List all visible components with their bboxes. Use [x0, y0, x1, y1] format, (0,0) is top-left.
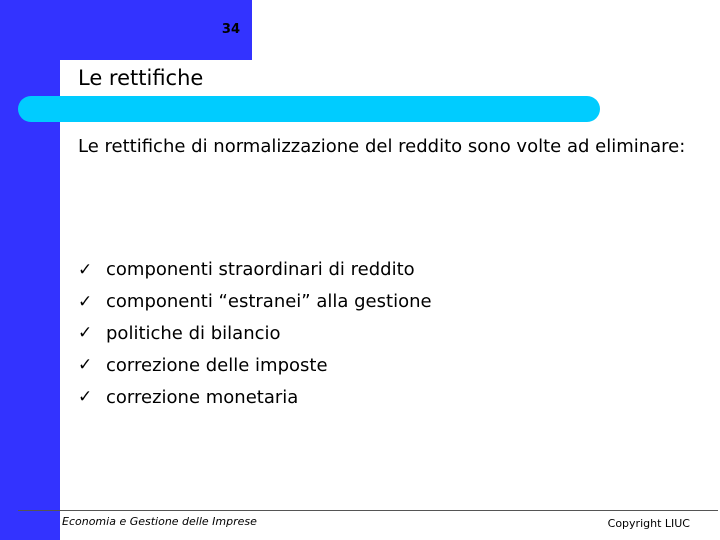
slide-title: Le rettifiche	[78, 66, 204, 90]
bullet-text: componenti straordinari di reddito	[106, 259, 415, 281]
slide-number: 34	[221, 22, 240, 37]
checkmark-icon: ✓	[78, 387, 93, 408]
checkmark-icon: ✓	[78, 323, 93, 344]
bullet-list	[78, 254, 432, 413]
left-frame-band	[0, 0, 60, 540]
bullet-text: politiche di bilancio	[106, 322, 281, 344]
intro-paragraph: Le rettifiche di normalizzazione del reddito sono volte ad eliminare:	[78, 136, 686, 157]
checkmark-icon: ✓	[78, 291, 93, 312]
footer-copyright: Copyright LIUC	[607, 517, 690, 530]
list-item	[78, 254, 432, 286]
title-underline-bar	[18, 96, 600, 122]
checkmark-icon: ✓	[78, 355, 93, 376]
bullet-text: correzione delle imposte	[106, 354, 328, 376]
footer-divider	[18, 510, 718, 511]
checkmark-icon: ✓	[78, 259, 93, 280]
list-item	[78, 286, 432, 318]
bullet-text: correzione monetaria	[106, 386, 299, 408]
list-item	[78, 349, 432, 381]
list-item	[78, 318, 432, 350]
footer-course-name: Economia e Gestione delle Imprese	[62, 515, 257, 528]
bullet-text: componenti “estranei” alla gestione	[106, 291, 432, 313]
list-item	[78, 381, 432, 413]
